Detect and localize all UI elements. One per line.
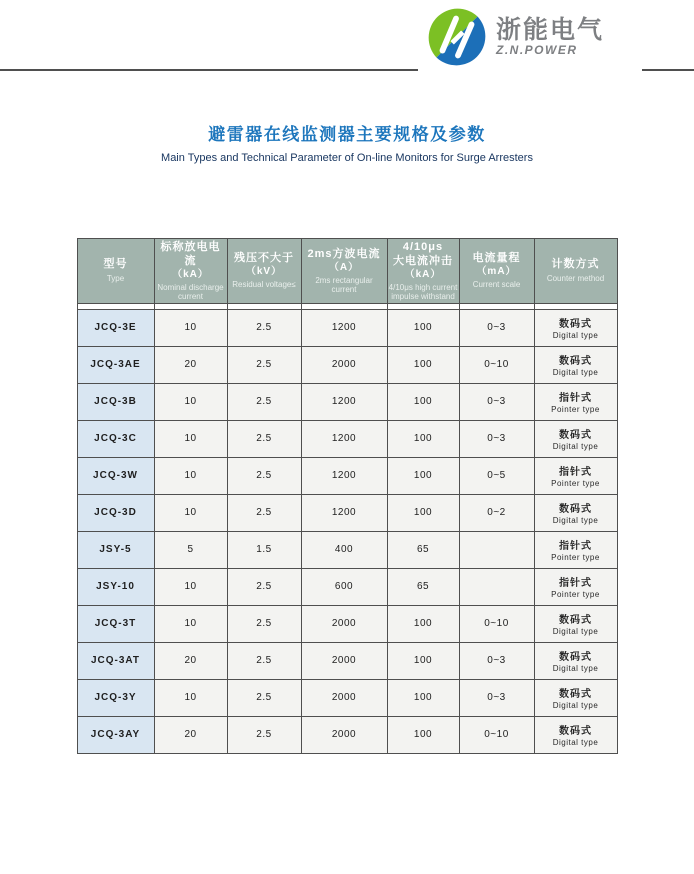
model-cell: JCQ-3T — [77, 605, 154, 642]
counter-type-cn: 数码式 — [559, 319, 592, 331]
company-name-en: Z.N.POWER — [496, 43, 578, 58]
residual-cell: 2.5 — [227, 716, 301, 753]
impulse-cell: 100 — [387, 494, 459, 531]
nominal-cell: 20 — [154, 716, 227, 753]
counter-type-en: Digital type — [552, 368, 599, 378]
residual-cell: 2.5 — [227, 642, 301, 679]
rect-cell: 1200 — [301, 457, 387, 494]
counter-cell — [534, 346, 617, 383]
nominal-cell: 10 — [154, 568, 227, 605]
page-subtitle: Main Types and Technical Parameter of On-line Monitors for Surge Arresters — [161, 152, 533, 164]
residual-cell: 2.5 — [227, 309, 301, 346]
counter-type-en: Digital type — [552, 627, 599, 637]
scale-cell — [459, 531, 534, 568]
counter-type-en: Digital type — [552, 664, 599, 674]
rect-cell: 1200 — [301, 309, 387, 346]
counter-type-cn: 指针式 — [559, 541, 592, 553]
rect-cell: 400 — [301, 531, 387, 568]
impulse-cell: 100 — [387, 642, 459, 679]
counter-cell — [534, 716, 617, 753]
col-header-cn: 计数方式 — [551, 258, 600, 271]
counter-cell — [534, 457, 617, 494]
spec-table — [77, 238, 618, 754]
counter-cell — [534, 642, 617, 679]
header-rule-right — [642, 69, 694, 71]
nominal-cell: 10 — [154, 309, 227, 346]
residual-cell: 2.5 — [227, 420, 301, 457]
scale-cell: 0~3 — [459, 679, 534, 716]
model-cell: JSY-5 — [77, 531, 154, 568]
header-rule-left — [0, 69, 418, 71]
company-name-cn: 浙能电气 — [496, 16, 605, 45]
col-header-cn: 标称放电电流 — [160, 241, 221, 267]
col-header-en: Counter method — [546, 274, 605, 284]
rect-cell: 1200 — [301, 494, 387, 531]
scale-cell: 0~3 — [459, 642, 534, 679]
col-header-cn: 4/10μs — [402, 241, 444, 253]
nominal-cell: 10 — [154, 679, 227, 716]
rect-cell: 2000 — [301, 679, 387, 716]
rect-cell: 2000 — [301, 605, 387, 642]
nominal-cell: 10 — [154, 457, 227, 494]
logo-text — [496, 17, 604, 57]
scale-cell: 0~5 — [459, 457, 534, 494]
model-cell: JCQ-3D — [77, 494, 154, 531]
table-row — [77, 383, 617, 420]
rect-cell: 600 — [301, 568, 387, 605]
counter-type-cn: 数码式 — [559, 615, 592, 627]
counter-type-cn: 数码式 — [559, 356, 592, 368]
impulse-cell: 100 — [387, 309, 459, 346]
nominal-cell: 10 — [154, 494, 227, 531]
scale-cell — [459, 568, 534, 605]
counter-cell — [534, 568, 617, 605]
rect-cell: 2000 — [301, 642, 387, 679]
counter-type-en: Pointer type — [551, 553, 600, 563]
col-header-en: Nominal discharge current — [157, 282, 224, 301]
residual-cell: 2.5 — [227, 679, 301, 716]
impulse-cell: 100 — [387, 346, 459, 383]
counter-type-cn: 数码式 — [559, 689, 592, 701]
col-header-en: 2ms rectangular current — [315, 275, 373, 294]
impulse-cell: 100 — [387, 716, 459, 753]
model-cell: JCQ-3AE — [77, 346, 154, 383]
counter-cell — [534, 494, 617, 531]
model-cell: JCQ-3W — [77, 457, 154, 494]
residual-cell: 1.5 — [227, 531, 301, 568]
impulse-cell: 100 — [387, 679, 459, 716]
scale-cell: 0~3 — [459, 420, 534, 457]
counter-type-en: Digital type — [552, 442, 599, 452]
rect-cell: 1200 — [301, 383, 387, 420]
counter-type-cn: 指针式 — [559, 578, 592, 590]
model-cell: JCQ-3AY — [77, 716, 154, 753]
col-header-unit: （A） — [328, 261, 360, 273]
table-row — [77, 457, 617, 494]
counter-cell — [534, 309, 617, 346]
model-cell: JCQ-3C — [77, 420, 154, 457]
col-header-unit: （kA） — [404, 268, 442, 280]
nominal-cell: 20 — [154, 346, 227, 383]
counter-type-cn: 指针式 — [559, 393, 592, 405]
col-header-nominal-current — [154, 239, 227, 304]
nominal-cell: 10 — [154, 420, 227, 457]
table-row — [77, 642, 617, 679]
counter-type-en: Pointer type — [551, 405, 600, 415]
title-block — [0, 120, 694, 164]
page-header — [0, 0, 694, 82]
rect-cell: 2000 — [301, 716, 387, 753]
counter-type-cn: 指针式 — [559, 467, 592, 479]
table-row — [77, 494, 617, 531]
col-header-cn2: 大电流冲击 — [393, 254, 453, 267]
col-header-residual-voltage — [227, 239, 301, 304]
rect-cell: 2000 — [301, 346, 387, 383]
model-cell: JCQ-3B — [77, 383, 154, 420]
col-header-cn: 2ms方波电流 — [307, 247, 381, 260]
impulse-cell: 65 — [387, 531, 459, 568]
table-row — [77, 605, 617, 642]
col-header-unit: （mA） — [476, 266, 517, 278]
header-row — [77, 239, 617, 304]
residual-cell: 2.5 — [227, 383, 301, 420]
scale-cell: 0~3 — [459, 309, 534, 346]
model-cell: JSY-10 — [77, 568, 154, 605]
counter-type-cn: 数码式 — [559, 504, 592, 516]
col-header-cn: 残压不大于 — [234, 252, 294, 265]
table-row — [77, 309, 617, 346]
col-header-unit: （kA） — [172, 268, 209, 280]
counter-type-en: Pointer type — [551, 479, 600, 489]
col-header-impulse-withstand — [387, 239, 459, 304]
scale-cell: 0~10 — [459, 346, 534, 383]
model-cell: JCQ-3Y — [77, 679, 154, 716]
col-header-cn: 型号 — [103, 258, 128, 271]
col-header-cn: 电流量程 — [472, 252, 521, 265]
counter-type-cn: 数码式 — [559, 430, 592, 442]
table-row — [77, 420, 617, 457]
residual-cell: 2.5 — [227, 605, 301, 642]
company-logo — [426, 6, 604, 68]
counter-type-en: Digital type — [552, 701, 599, 711]
table-row — [77, 568, 617, 605]
residual-cell: 2.5 — [227, 346, 301, 383]
counter-cell — [534, 383, 617, 420]
scale-cell: 0~3 — [459, 383, 534, 420]
counter-type-cn: 数码式 — [559, 726, 592, 738]
impulse-cell: 65 — [387, 568, 459, 605]
col-header-counter-method — [534, 239, 617, 304]
impulse-cell: 100 — [387, 383, 459, 420]
model-cell: JCQ-3AT — [77, 642, 154, 679]
counter-cell — [534, 531, 617, 568]
counter-type-en: Digital type — [552, 516, 599, 526]
col-header-type — [77, 239, 154, 304]
col-header-unit: （kV） — [245, 266, 283, 278]
table-row — [77, 531, 617, 568]
table-row — [77, 716, 617, 753]
col-header-en: 4/10μs high current impulse withstand — [388, 282, 458, 301]
logo-globe-icon — [426, 6, 488, 68]
counter-type-cn: 数码式 — [559, 652, 592, 664]
table-row — [77, 679, 617, 716]
page-title: 避雷器在线监测器主要规格及参数 — [208, 125, 486, 144]
residual-cell: 2.5 — [227, 494, 301, 531]
col-header-current-scale — [459, 239, 534, 304]
col-header-en: Type — [106, 274, 125, 284]
nominal-cell: 20 — [154, 642, 227, 679]
col-header-en: Residual voltage≤ — [232, 280, 296, 290]
counter-cell — [534, 605, 617, 642]
residual-cell: 2.5 — [227, 457, 301, 494]
impulse-cell: 100 — [387, 420, 459, 457]
scale-cell: 0~2 — [459, 494, 534, 531]
rect-cell: 1200 — [301, 420, 387, 457]
table-row — [77, 346, 617, 383]
nominal-cell: 10 — [154, 605, 227, 642]
counter-cell — [534, 679, 617, 716]
counter-type-en: Pointer type — [551, 590, 600, 600]
scale-cell: 0~10 — [459, 716, 534, 753]
col-header-rect-current — [301, 239, 387, 304]
counter-type-en: Digital type — [552, 331, 599, 341]
nominal-cell: 5 — [154, 531, 227, 568]
col-header-en: Current scale — [472, 280, 521, 290]
impulse-cell: 100 — [387, 457, 459, 494]
scale-cell: 0~10 — [459, 605, 534, 642]
nominal-cell: 10 — [154, 383, 227, 420]
residual-cell: 2.5 — [227, 568, 301, 605]
model-cell: JCQ-3E — [77, 309, 154, 346]
impulse-cell: 100 — [387, 605, 459, 642]
counter-type-en: Digital type — [552, 738, 599, 748]
counter-cell — [534, 420, 617, 457]
